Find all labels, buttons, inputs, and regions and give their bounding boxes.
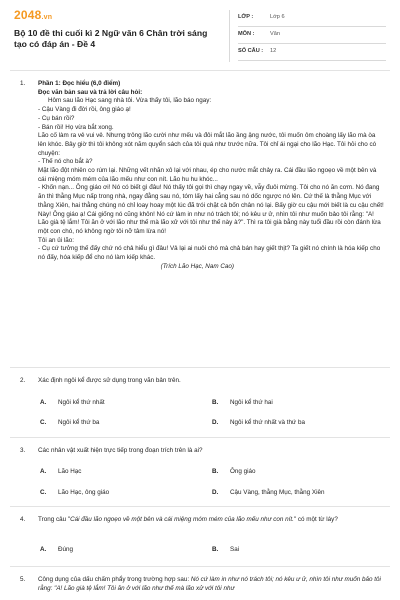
option-b[interactable] [212, 468, 256, 475]
option-letter: C. [40, 419, 47, 426]
option-text: Ngôi kể thứ nhất [58, 399, 105, 406]
question-text-post: " có một từ láy? [293, 516, 338, 523]
divider [10, 367, 390, 368]
option-a[interactable] [40, 399, 105, 406]
divider [10, 70, 390, 71]
meta-value: Lớp 6 [270, 14, 285, 20]
question-text: Các nhân vật xuất hiện trực tiếp trong đoạn trích trên là ai? [38, 447, 203, 454]
option-text: Cậu Vàng, thằng Mục, thằng Xiên [230, 489, 325, 496]
passage-line: Hôm sau lão Hạc sang nhà tôi. Vừa thấy tôi, lão báo ngay: [48, 97, 212, 105]
option-c[interactable] [40, 489, 109, 496]
meta-table [238, 10, 386, 61]
option-a[interactable] [40, 468, 81, 475]
header [14, 6, 386, 62]
option-text: Ông giáo [230, 468, 256, 475]
question-text-pre: Trong câu " [38, 516, 71, 523]
passage-line: - Cụ cứ tưởng thế đấy chứ nó chả hiểu gì đâu! Vả lại ai nuôi chó mà chả bán hay giết thịt? Ta giết nó chính là hóa kiếp cho nó đấy, hóa kiếp để cho nó làm kiếp khác. [38, 245, 381, 262]
option-d[interactable] [212, 419, 305, 426]
question-body [38, 80, 384, 271]
passage-line: - Cụ bán rồi? [38, 114, 75, 122]
option-b[interactable] [212, 399, 273, 406]
meta-row-class [238, 10, 386, 27]
option-b[interactable] [212, 546, 239, 553]
passage-line: - Bán rồi! Họ vừa bắt xong. [38, 123, 114, 131]
question-number: 5. [20, 576, 26, 583]
divider [10, 437, 390, 438]
option-letter: D. [212, 489, 219, 496]
question-text-pre: Công dụng của dấu chấm phẩy trong trường hợp sau: [38, 576, 191, 583]
option-text: Ngôi kể thứ nhất và thứ ba [230, 419, 305, 426]
option-text: Lão Hạc, ông giáo [58, 489, 110, 496]
passage-line: Lão cố làm ra vẻ vui vẻ. Nhưng trông lão cười như mếu và đôi mắt lão ầng ậng nước, tôi muốn ôm choàng lấy lão mà òa lên khóc. Bây giờ thì tôi không xót năm quyển sách của tôi quá như trước nữa. Tôi chỉ ái ngại cho lão Hạc. Tôi hỏi cho có chuyện: [38, 132, 377, 157]
quoted-sentence: Nó cứ làm in như nó trách tôi; nó kêu ư ử, nhìn tôi như muốn bảo tôi rằng: "A! Lão già tệ lắm! Tôi ăn ở với lão như thế mà lão xử với tôi như [38, 576, 381, 592]
passage-line: - Khốn nạn... Ông giáo ơi! Nó có biết gì đâu! Nó thấy tôi gọi thì chạy ngay về, vẫy đuôi mừng. Tôi cho nó ăn cơm. Nó đang ăn thì thằng Mục nấp trong nhà, ngay đằng sau nó, tóm lấy hai cẳng sau nó dốc ngược nó lên. Cứ thế là thằng Mục với thằng Xiên, hai thằng chúng nó chỉ loay hoay một lúc đã trói chặt cả bốn chân nó lại. Bấy giờ cu cậu mới biết là cu cậu chết! Này! Ông giáo ạ! Cái giống nó cũng khôn! Nó cứ làm in như nó trách tôi; nó kêu ư ử, nhìn tôi như muốn bảo tôi rằng: "A! Lão già tệ lắm! Tôi ăn ở với lão như thế mà lão xử với tôi như thế này à?". Thì ra tôi già bằng này tuổi đầu rồi còn đánh lừa một con chó, nó không ngờ tôi nỡ tâm lừa nó! [38, 184, 384, 235]
question-text [38, 576, 384, 593]
option-letter: A. [40, 546, 47, 553]
passage-line: - Cậu Vàng đi đời rồi, ông giáo ạ! [38, 106, 131, 114]
logo-suffix: .vn [41, 14, 53, 21]
option-a[interactable] [40, 546, 73, 553]
option-d[interactable] [212, 489, 325, 496]
option-text: Đúng [58, 546, 74, 553]
question-text: Xác định ngôi kể được sử dụng trong văn bản trên. [38, 377, 181, 384]
divider [10, 506, 390, 507]
document-title: Bộ 10 đề thi cuối kì 2 Ngữ văn 6 Chân trời sáng tạo có đáp án - Đề 4 [14, 28, 208, 49]
passage-source: (Trích Lão Hạc, Nam Cao) [160, 262, 234, 270]
question-number: 3. [20, 447, 26, 454]
question-number: 1. [20, 80, 26, 87]
passage-line: - Thế nó cho bắt à? [38, 158, 93, 166]
passage-line: Tôi an ủi lão: [38, 236, 75, 244]
meta-key: SỐ CÂU : [238, 48, 264, 54]
option-letter: A. [40, 468, 47, 475]
option-letter: C. [40, 489, 47, 496]
meta-row-subject [238, 27, 386, 44]
option-text: Sai [230, 546, 240, 553]
question-number: 2. [20, 377, 26, 384]
option-text: Lão Hạc [58, 468, 82, 475]
section-heading: Phần 1: Đọc hiểu (6,0 điểm) [38, 80, 121, 87]
header-divider [229, 10, 230, 62]
passage-line: Mặt lão đột nhiên co rúm lại. Những vết nhăn xô lại với nhau, ép cho nước mắt chảy ra. Cái đầu lão ngoẹo về một bên và cái miệng móm mém của lão mếu như con nít. Lão hu hu khóc... [38, 167, 377, 183]
option-letter: B. [212, 468, 219, 475]
option-text: Ngôi kể thứ ba [58, 419, 100, 426]
option-letter: B. [212, 399, 219, 406]
option-c[interactable] [40, 419, 99, 426]
question-number: 4. [20, 516, 26, 523]
meta-row-count [238, 44, 386, 61]
option-letter: D. [212, 419, 219, 426]
logo-text: 2048 [14, 8, 42, 22]
instruction: Đọc văn bản sau và trả lời câu hỏi: [38, 88, 143, 96]
divider [10, 566, 390, 567]
quoted-sentence: Cái đầu lão ngoẹo về một bên và cái miệng móm mém của lão mếu như con nít. [70, 516, 294, 523]
meta-value: 12 [270, 48, 277, 54]
meta-key: MÔN : [238, 31, 255, 37]
meta-value: Văn [270, 31, 280, 37]
option-letter: B. [212, 546, 219, 553]
option-text: Ngôi kể thứ hai [230, 399, 273, 406]
option-letter: A. [40, 399, 47, 406]
meta-key: LỚP : [238, 14, 254, 20]
site-logo[interactable] [14, 8, 52, 22]
question-text [38, 516, 384, 525]
